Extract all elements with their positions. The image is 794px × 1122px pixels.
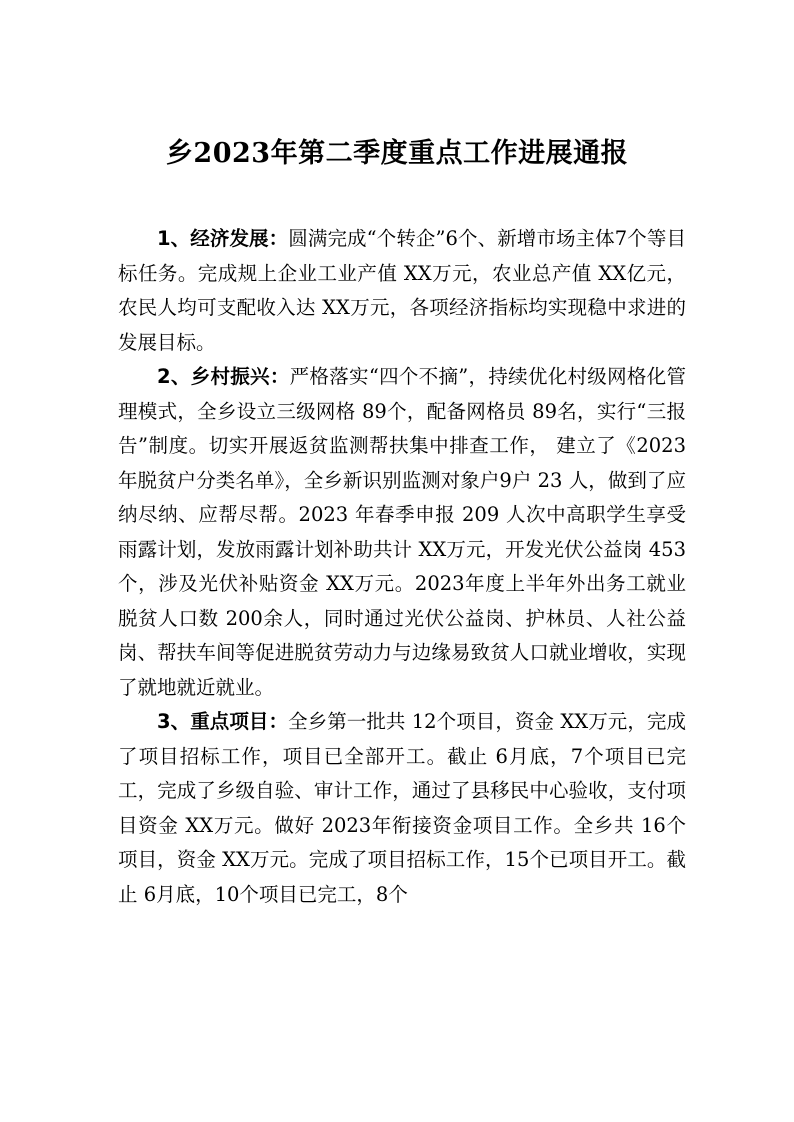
section-heading: 3、重点项目： bbox=[157, 710, 289, 733]
section-key-projects bbox=[118, 705, 686, 912]
document-title: 乡2023年第二季度重点工作进展通报 bbox=[165, 138, 629, 169]
section-heading: 1、经济发展： bbox=[157, 227, 289, 250]
section-text: 严格落实“四个不摘”，持续优化村级网格化管理模式，全乡设立三级网格 89个，配备网格员 89名，实行“三报告”制度。切实开展返贫监测帮扶集中排查工作， 建立了《2023 年脱贫户分类名单》，全乡新识别监测对象户9户 23 人，做到了应纳尽纳、应帮尽帮。2023 年春季申报 209 人次中高职学生享受雨露计划，发放雨露计划补助共计 XX万元，开发光伏公益岗 453个，涉及光伏补贴资金 XX万元。2023年度上半年外出务工就业脱贫人口数 200余人，同时通过光伏公益岗、护林员、人社公益岗、帮扶车间等促进脱贫劳动力与边缘易致贫人口就业增收，实现了就地就近就业。 bbox=[118, 365, 686, 699]
section-text: 全乡第一批共 12个项目，资金 XX万元，完成了项目招标工作，项目已全部开工。截止 6月底，7个项目已完工，完成了乡级自验、审计工作，通过了县移民中心验收，支付项目资金 XX万元。做好 2023年衔接资金项目工作。全乡共 16个项目，资金 XX万元。完成了项目招标工作，15个已项目开工。截止 6月底，10个项目已完工，8个 bbox=[118, 710, 686, 906]
section-economic-development bbox=[118, 222, 686, 360]
document-body bbox=[118, 222, 686, 912]
section-rural-revitalization bbox=[118, 360, 686, 705]
section-text: 圆满完成“个转企”6个、新增市场主体7个等目标任务。完成规上企业工业产值 XX万元，农业总产值 XX亿元，农民人均可支配收入达 XX万元，各项经济指标均实现稳中求进的发展目标。 bbox=[118, 227, 686, 354]
section-heading: 2、乡村振兴： bbox=[157, 365, 290, 388]
